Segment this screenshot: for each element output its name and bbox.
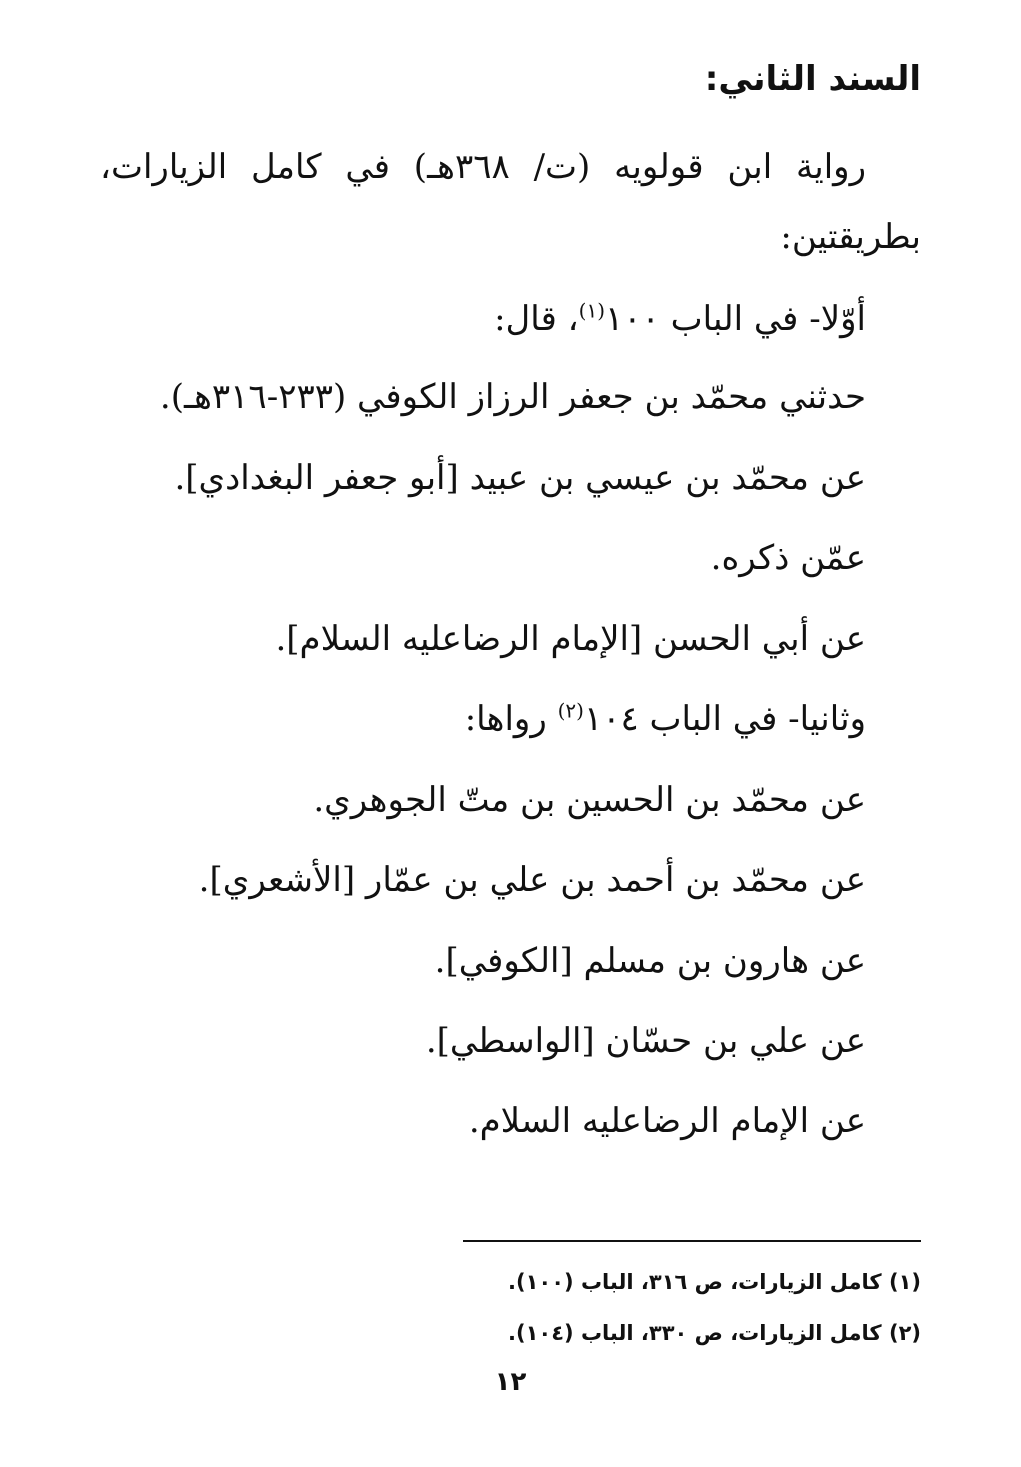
- chain2-line-1: عن محمّد بن الحسين بن متّ الجوهري.: [313, 780, 866, 820]
- chain2-line-4: عن علي بن حسّان [الواسطي].: [425, 1021, 866, 1061]
- first-method-prefix: أوّلا- في الباب ١٠٠: [605, 299, 866, 339]
- second-method-line: [465, 692, 866, 746]
- chain1-line-1: حدثني محمّد بن جعفر الرزاز الكوفي (٢٣٣-٣١٦هـ).: [159, 377, 866, 417]
- section-heading: السند الثاني:: [704, 59, 921, 99]
- footnote-1: (١) كامل الزيارات، ص ٣١٦، الباب (١٠٠).: [508, 1270, 921, 1294]
- second-method-prefix: وثانيا- في الباب ١٠٤: [583, 699, 866, 739]
- intro-line-2: بطريقتين:: [780, 217, 921, 257]
- intro-line-1: رواية ابن قولويه (ت/ ٣٦٨هـ) في كامل الزيارات،: [100, 147, 866, 187]
- footnote-separator: [463, 1240, 921, 1242]
- chain1-line-3: عمّن ذكره.: [710, 538, 866, 578]
- first-method-suffix: ، قال:: [494, 299, 579, 339]
- footnote-ref-1: (١): [578, 298, 605, 323]
- footnote-2: (٢) كامل الزيارات، ص ٣٣٠، الباب (١٠٤).: [508, 1321, 921, 1345]
- chain1-line-4: عن أبي الحسن [الإمام الرضاعليه السلام].: [275, 619, 866, 659]
- chain2-line-3: عن هارون بن مسلم [الكوفي].: [434, 941, 866, 981]
- chain1-line-2: عن محمّد بن عيسي بن عبيد [أبو جعفر البغدادي].: [174, 458, 866, 498]
- first-method-line: [494, 292, 866, 346]
- chain2-line-5: عن الإمام الرضاعليه السلام.: [468, 1101, 866, 1141]
- second-method-suffix: رواها:: [464, 699, 558, 739]
- page-number: ١٢: [494, 1367, 527, 1397]
- chain2-line-2: عن محمّد بن أحمد بن علي بن عمّار [الأشعري].: [198, 860, 866, 900]
- footnote-ref-2: (٢): [557, 698, 584, 723]
